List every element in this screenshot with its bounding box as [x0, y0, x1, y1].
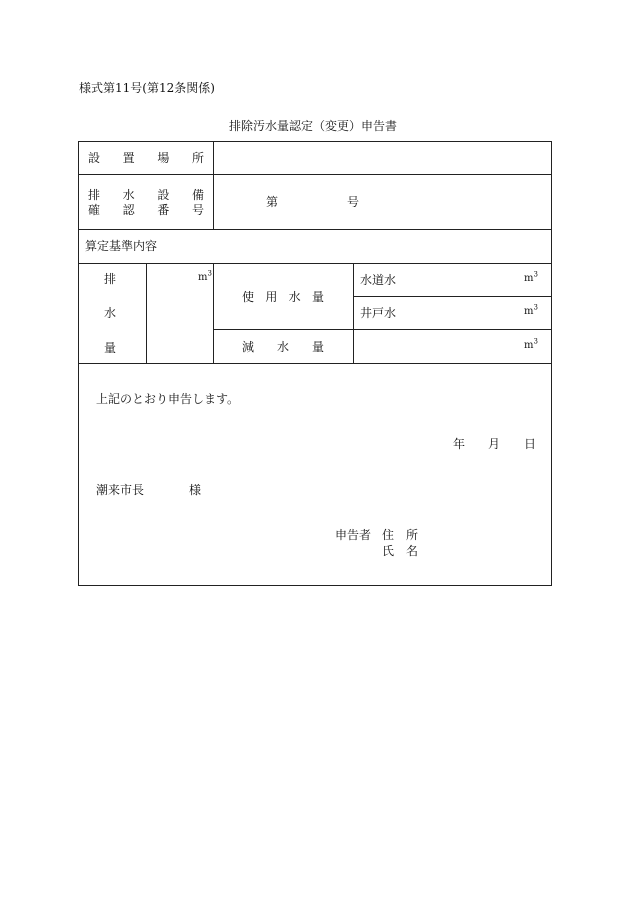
reduction-unit: [524, 337, 538, 351]
well-water-label: 井戸水: [360, 306, 397, 320]
tap-water-field[interactable]: [400, 266, 518, 292]
addressee-sama: 様: [189, 483, 202, 497]
date-year: 年: [453, 437, 466, 451]
location-label: 設 置 場 所: [88, 151, 204, 165]
rule-row1-bottom: [78, 174, 552, 175]
tap-water-unit: [524, 270, 538, 284]
location-field[interactable]: [214, 142, 551, 174]
number-go: 号: [347, 195, 360, 209]
unit-sup: 3: [207, 269, 212, 278]
unit-base: m: [198, 272, 208, 283]
drain-volume-unit: [198, 269, 212, 283]
date-month: 月: [488, 437, 501, 451]
declarant-label: 申告者: [335, 528, 372, 542]
drain-volume-field[interactable]: [148, 285, 210, 361]
rule-tap-well: [353, 296, 552, 297]
unit-sup: 3: [533, 303, 538, 312]
unit-base: m: [524, 273, 534, 284]
rule-row2-bottom: [78, 229, 552, 230]
well-water-field[interactable]: [400, 299, 518, 325]
unit-sup: 3: [533, 337, 538, 346]
unit-base: m: [524, 306, 534, 317]
date-day: 日: [524, 437, 537, 451]
reduction-field[interactable]: [360, 333, 518, 359]
declaration-statement: 上記のとおり申告します。: [96, 392, 240, 406]
rule-water-type-column: [353, 263, 354, 363]
well-water-unit: [524, 303, 538, 317]
hai-char: 排: [104, 272, 117, 286]
rule-hai-column: [146, 263, 147, 363]
addressee: 潮来市長: [96, 483, 145, 497]
basis-label: 算定基準内容: [85, 239, 158, 253]
ryo-char: 量: [104, 341, 117, 355]
rule-table-bottom: [78, 363, 552, 364]
rule-value-column: [213, 263, 214, 363]
sui-char: 水: [104, 306, 117, 320]
reduction-label: 減 水 量: [242, 340, 324, 354]
rule-row3-bottom: [78, 263, 552, 264]
number-dai: 第: [266, 195, 279, 209]
form-number: 様式第11号(第12条関係): [79, 81, 215, 95]
document-title: 排除汚水量認定（変更）申告書: [229, 119, 398, 133]
unit-base: m: [524, 340, 534, 351]
address-label: 住 所: [382, 528, 418, 542]
confirmation-number-field[interactable]: [280, 190, 340, 212]
drain-label-line1: 排 水 設 備: [88, 188, 204, 202]
unit-sup: 3: [533, 270, 538, 279]
tap-water-label: 水道水: [360, 273, 397, 287]
rule-usage-reduction: [213, 329, 552, 330]
name-label: 氏 名: [382, 544, 418, 558]
usage-label: 使 用 水 量: [242, 290, 324, 304]
drain-label-line2: 確 認 番 号: [88, 203, 204, 217]
